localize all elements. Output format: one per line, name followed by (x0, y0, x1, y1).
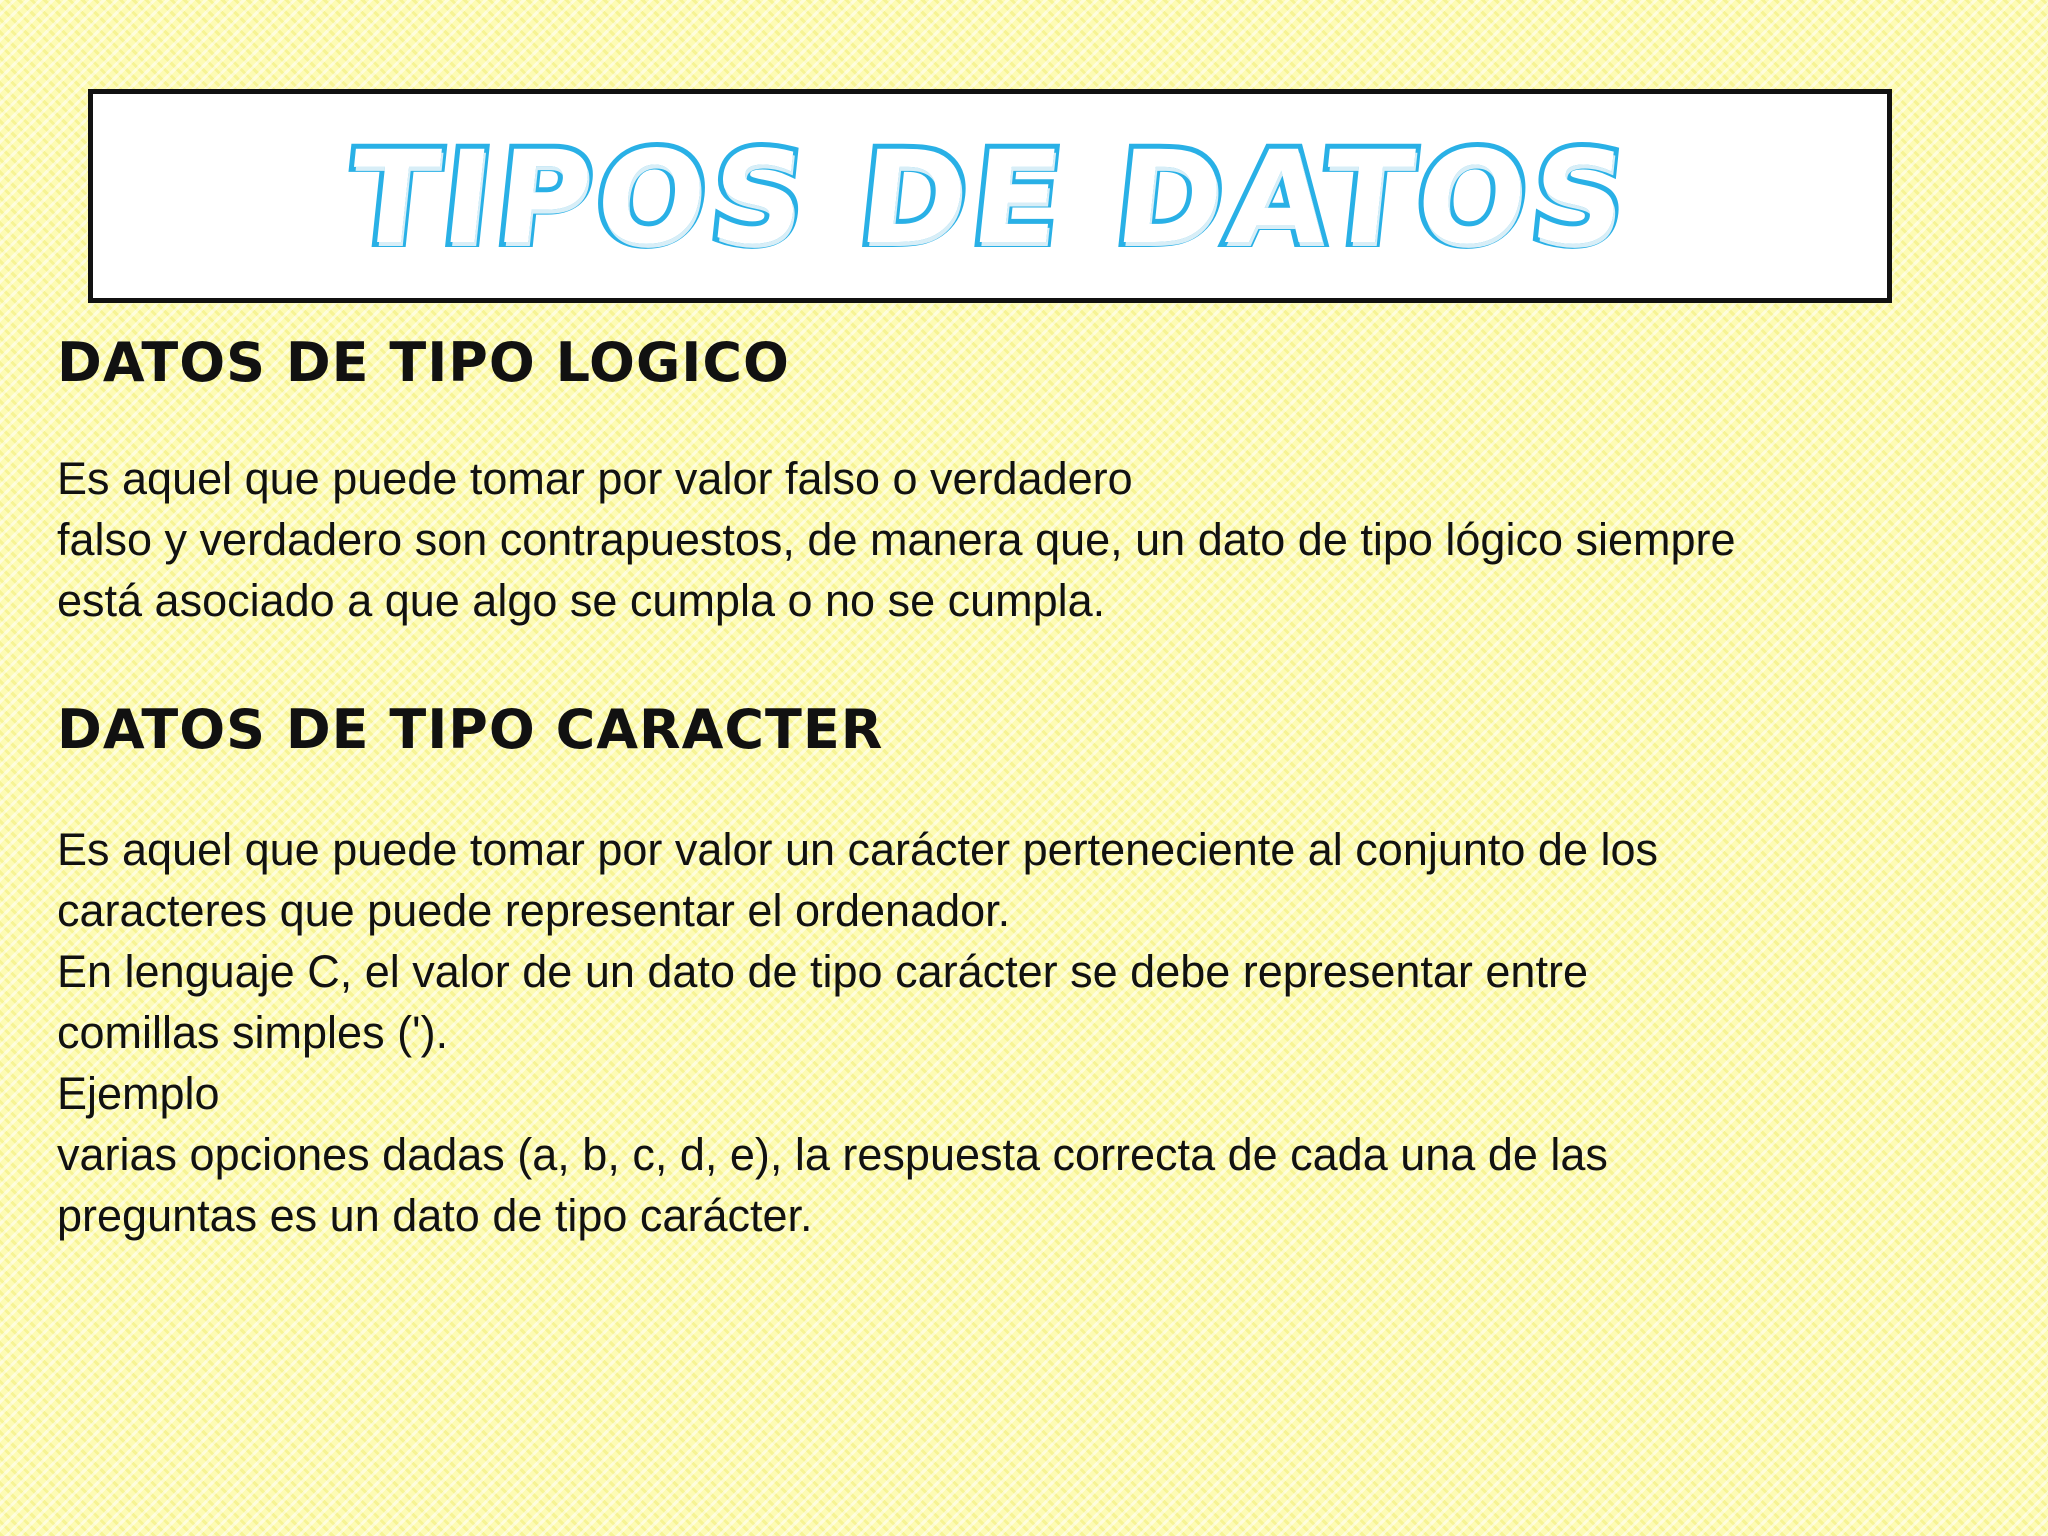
spacer (57, 771, 1997, 819)
caracter-line-4: comillas simples ('). (57, 1007, 449, 1058)
caracter-line-1: Es aquel que puede tomar por valor un carácter perteneciente al conjunto de los (57, 824, 1659, 875)
section-heading-caracter: DATOS DE TIPO CARACTER (57, 698, 884, 761)
spacer (57, 631, 1997, 689)
logico-line-3: está asociado a que algo se cumpla o no se cumpla. (57, 575, 1106, 626)
caracter-line-6: varias opciones dadas (a, b, c, d, e), la respuesta correcta de cada una de las (57, 1129, 1608, 1180)
spacer (57, 404, 1997, 448)
caracter-line-3: En lenguaje C, el valor de un dato de tipo carácter se debe representar entre (57, 946, 1588, 997)
logico-line-2: falso y verdadero son contrapuestos, de manera que, un dato de tipo lógico siempre (57, 514, 1736, 565)
section-heading-logico: DATOS DE TIPO LOGICO (57, 331, 790, 394)
logico-line-1: Es aquel que puede tomar por valor falso o verdadero (57, 453, 1133, 504)
caracter-line-7: preguntas es un dato de tipo carácter. (57, 1190, 813, 1241)
slide-title: TIPOS DE DATOS (342, 124, 1639, 273)
slide-content (57, 322, 1997, 1246)
title-banner (88, 89, 1892, 303)
caracter-line-2: caracteres que puede representar el ordenador. (57, 885, 1011, 936)
caracter-line-5: Ejemplo (57, 1068, 220, 1119)
